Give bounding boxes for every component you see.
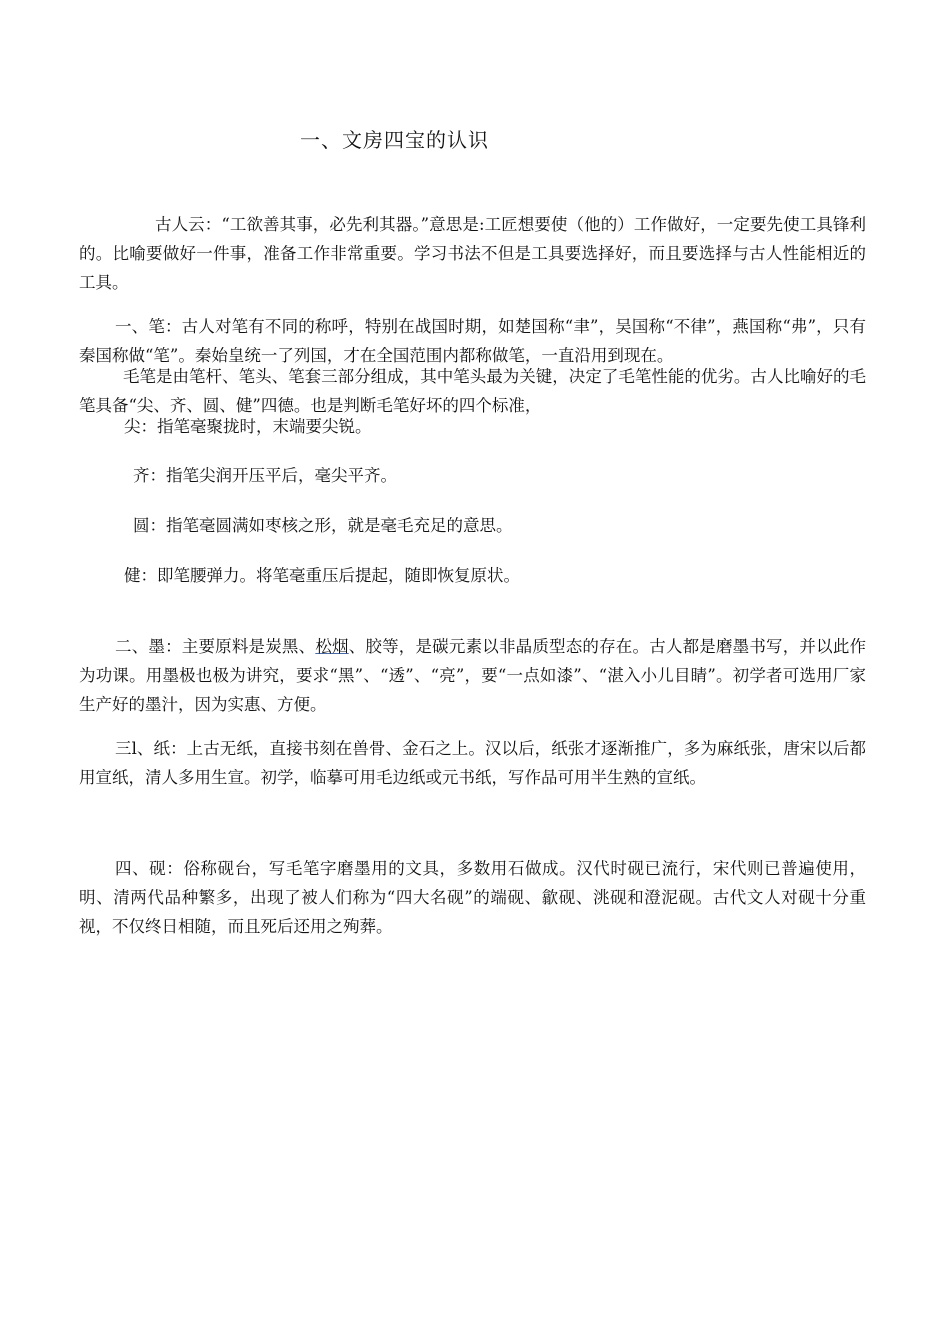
brush-detail-paragraph: 毛笔是由笔杆、笔头、笔套三部分组成，其中笔头最为关键，决定了毛笔性能的优劣。古人比喻好的毛笔具备“尖、齐、圆、健”四德。也是判断毛笔好坏的四个标准，: [79, 367, 866, 415]
intro-paragraph: 古人云：“工欲善其事，必先利其器。”意思是:工匠想要使（他的）工作做好，一定要先使工具锋利的。比喻要做好一件事，准备工作非常重要。学习书法不但是工具要选择好，而且要选择与古人性能相近的工具。: [79, 215, 866, 292]
page-title: 一、文房四宝的认识: [300, 128, 489, 152]
ink-paragraph: [79, 632, 866, 719]
criterion-round: 圆：指笔毫圆满如枣核之形，就是毫毛充足的意思。: [133, 516, 513, 535]
ink-text-start: 二、墨：主要原料是炭黑、: [115, 637, 316, 656]
criterion-strong: 健：即笔腰弹力。将笔毫重压后提起，随即恢复原状。: [124, 566, 520, 585]
ink-underlined-term: 松烟: [315, 637, 349, 656]
inkstone-paragraph: 四、砚：俗称砚台，写毛笔字磨墨用的文具，多数用石做成。汉代时砚已流行，宋代则已普遍使用，明、清两代品种繁多，出现了被人们称为“四大名砚”的端砚、歙砚、洮砚和澄泥砚。古代文人对砚十分重视，不仅终日相随，而且死后还用之殉葬。: [79, 859, 866, 936]
criterion-sharp: 尖：指笔毫聚拢时，末端要尖锐。: [124, 417, 372, 436]
criterion-even: 齐：指笔尖润开压平后，毫尖平齐。: [133, 466, 397, 485]
brush-paragraph: 一、笔：古人对笔有不同的称呼，特别在战国时期，如楚国称“聿”，吴国称“不律”，燕国称“弗”，只有秦国称做“笔”。秦始皇统一了列国，才在全国范围内都称做笔，一直沿用到现在。: [79, 317, 866, 365]
paper-paragraph: 三l、纸：上古无纸，直接书刻在兽骨、金石之上。汉以后，纸张才逐渐推广，多为麻纸张，唐宋以后都用宣纸，清人多用生宣。初学，临摹可用毛边纸或元书纸，写作品可用半生熟的宣纸。: [79, 739, 866, 787]
ink-text-end: 、胶等，是碳元素以非晶质型态的存在。古人都是磨墨书写，并以此作为功课。用墨极也极为讲究，要求“黑”、“透”、“亮”，要“一点如漆”、“湛入小儿目睛”。初学者可选用厂家生产好的墨汁，因为实惠、方便。: [79, 637, 867, 714]
